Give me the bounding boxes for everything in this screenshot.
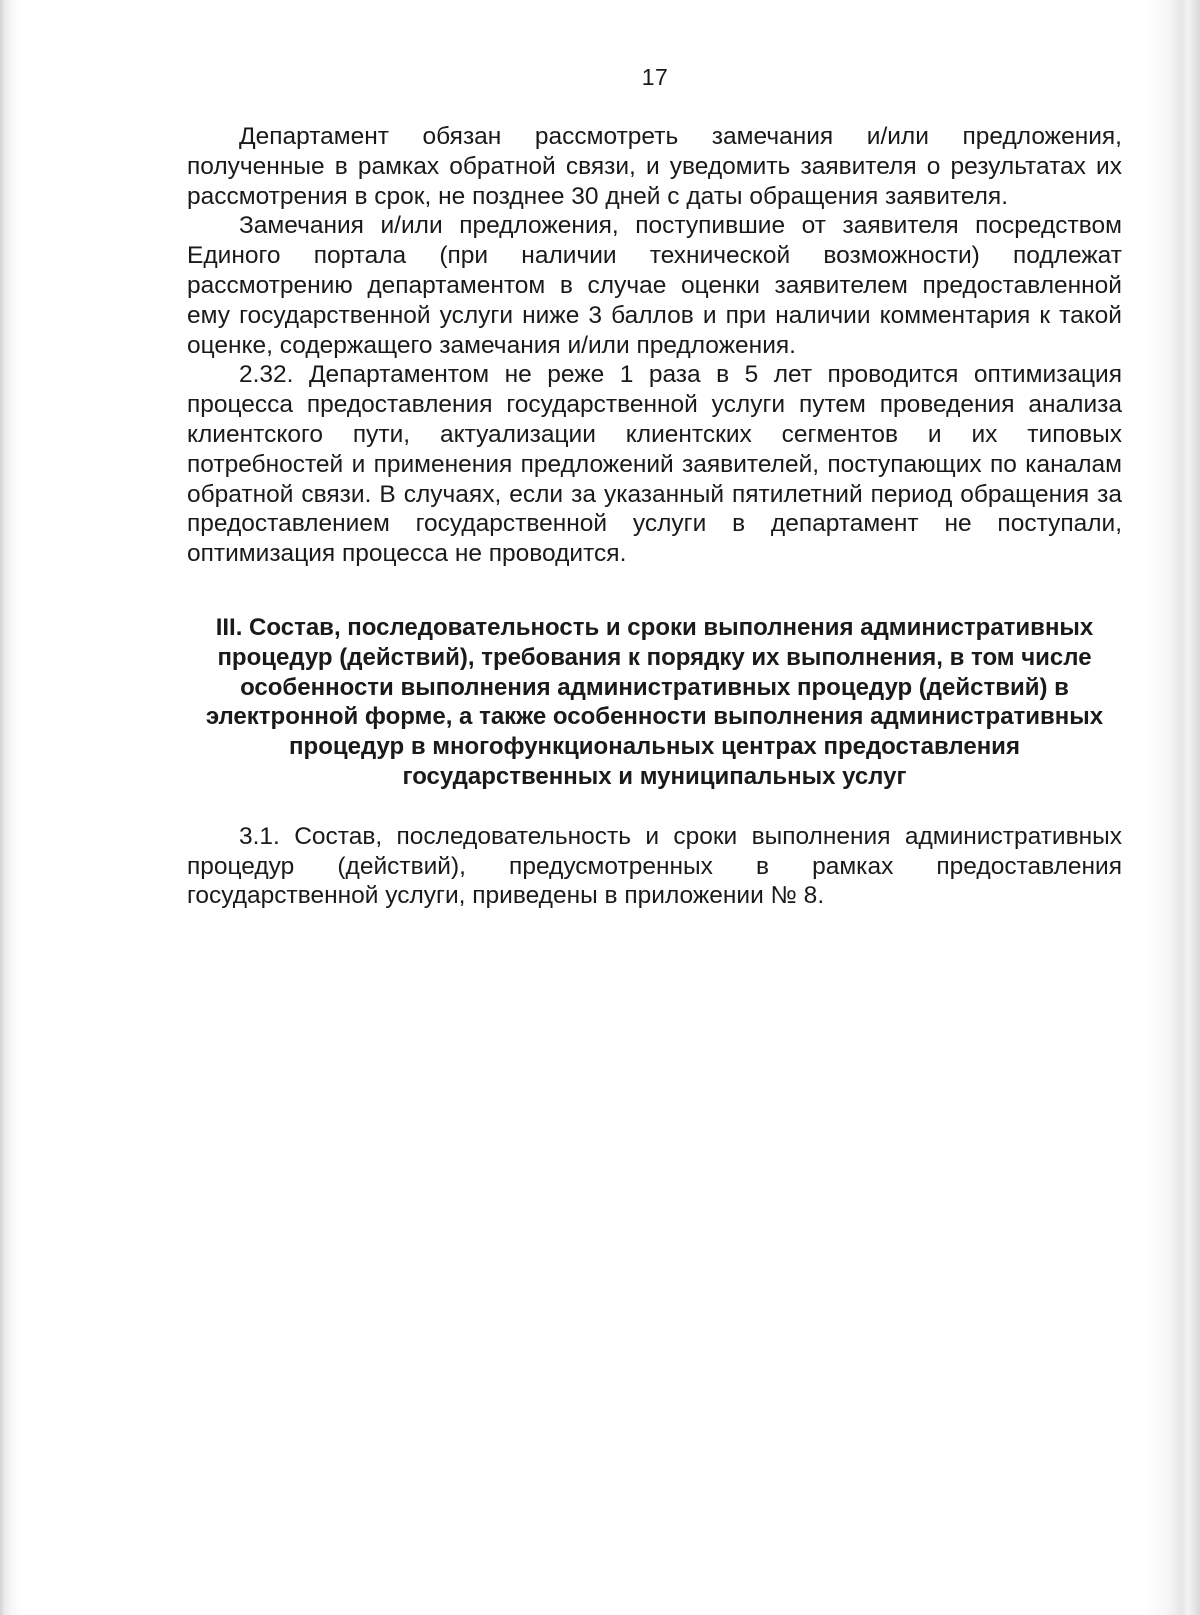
paragraph-portal-remarks: Замечания и/или предложения, поступившие от заявителя посредством Единого портала (при наличии технической возможности) подлежат рассмотрению департаментом в случае оценки заявителем предоставленной ему государственной услуги ниже 3 баллов и при наличии комментария к такой оценке, содержащего замечания и/или предложения. xyxy=(187,212,1122,359)
scan-edge-left xyxy=(0,0,22,1615)
paragraph-2-32: 2.32. Департаментом не реже 1 раза в 5 лет проводится оптимизация процесса предоставления государственной услуги путем проведения анализа клиентского пути, актуализации клиентских сегментов и их типовых потребностей и применения предложений заявителей, поступающих по каналам обратной связи. В случаях, если за указанный пятилетний период обращения за предоставлением государственной услуги в департамент не поступали, оптимизация процесса не проводится. xyxy=(187,361,1122,568)
page-number: 17 xyxy=(641,64,669,90)
paragraph-feedback-review: Департамент обязан рассмотреть замечания и/или предложения, полученные в рамках обратной связи, и уведомить заявителя о результатах их рассмотрения в срок, не позднее 30 дней с даты обращения заявителя. xyxy=(187,123,1122,210)
scan-edge-right xyxy=(1144,0,1200,1615)
section-title: III. Состав, последовательность и сроки выполнения административных процедур (действий), требования к порядку их выполнения, в том числе особенности выполнения административных процедур (действий) в электронной форме, а также особенности выполнения административных процедур в многофункциональных центрах предоставления государственных и муниципальных услуг xyxy=(205,613,1104,790)
document-body xyxy=(187,122,1122,911)
paragraph-3-1: 3.1. Состав, последовательность и сроки выполнения административных процедур (действий), предусмотренных в рамках предоставления государственной услуги, приведены в приложении № 8. xyxy=(187,822,1122,910)
